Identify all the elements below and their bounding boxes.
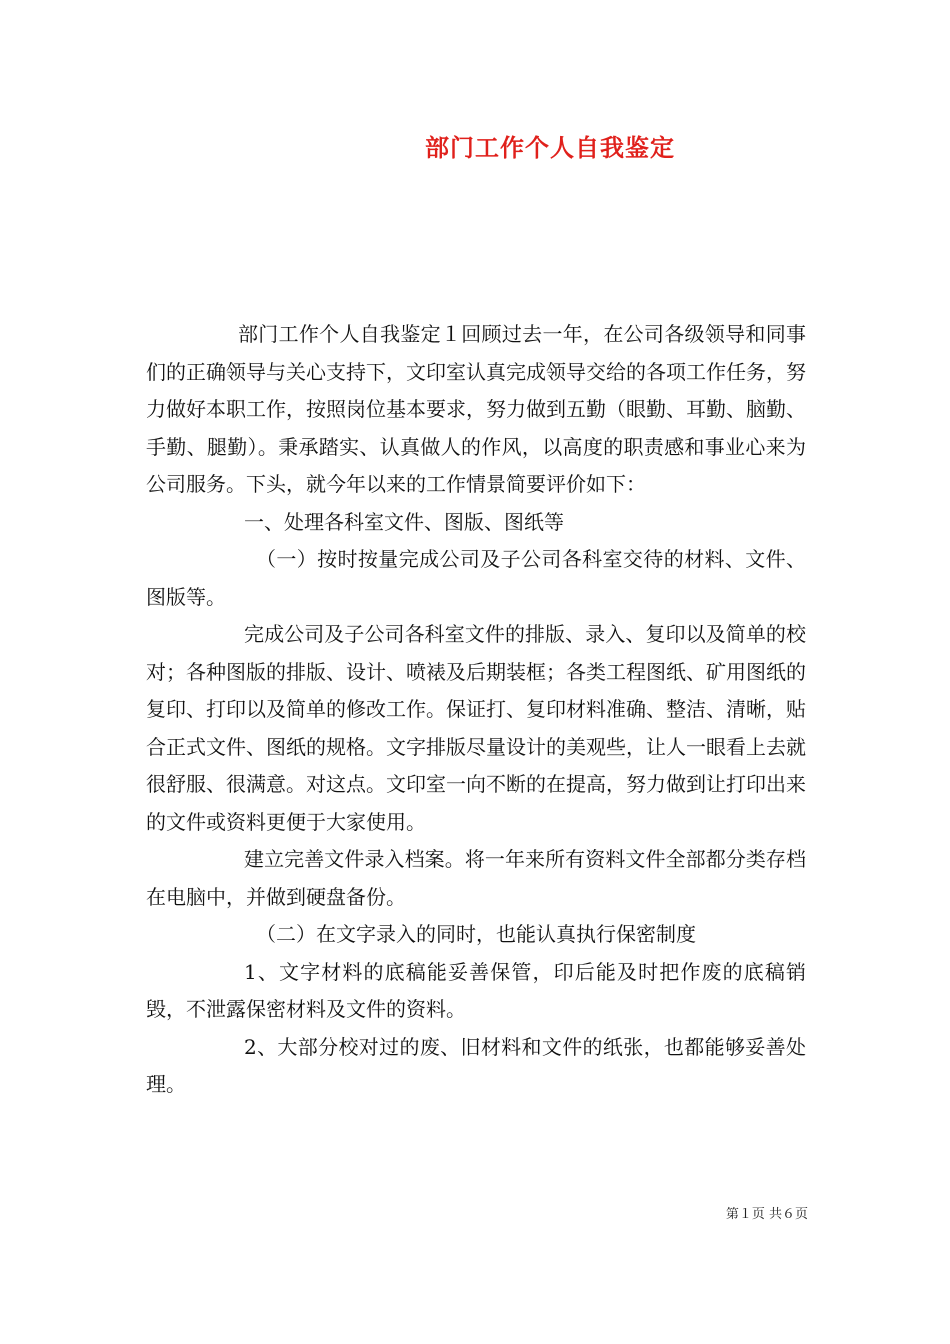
paragraph-archive: 建立完善文件录入档案。将一年来所有资料文件全部都分类存档在电脑中，并做到硬盘备份。 <box>146 847 806 909</box>
page-number: 第１页 共６页 <box>725 1207 808 1222</box>
paragraph-item-1: 1、文字材料的底稿能妥善保管，印后能及时把作废的底稿销毁，不泄露保密材料及文件的资料。 <box>146 959 806 1021</box>
paragraph-section-heading: 一、处理各科室文件、图版、图纸等 <box>244 509 564 534</box>
document-title: 部门工作个人自我鉴定 <box>425 133 675 162</box>
paragraph-subsection-2: （二）在文字录入的同时，也能认真执行保密制度 <box>256 922 696 946</box>
paragraph-work-details: 完成公司及子公司各科室文件的排版、录入、复印以及简单的校对；各种图版的排版、设计、喷裱及后期装框；各类工程图纸、矿用图纸的复印、打印以及简单的修改工作。保证打、复印材料准确、整洁、清晰，贴合正式文件、图纸的规格。文字排版尽量设计的美观些，让人一眼看上去就很舒服、很满意。对这点。文印室一向不断的在提高，努力做到让打印出来的文件或资料更便于大家使用。 <box>146 622 806 834</box>
paragraph-subsection-1: （一）按时按量完成公司及子公司各科室交待的材料、文件、图版等。 <box>146 547 806 609</box>
paragraph-intro: 部门工作个人自我鉴定１回顾过去一年，在公司各级领导和同事们的正确领导与关心支持下，文印室认真完成领导交给的各项工作任务，努力做好本职工作，按照岗位基本要求，努力做到五勤（眼勤、耳勤、脑勤、手勤、腿勤）。秉承踏实、认真做人的作风，以高度的职责感和事业心来为公司服务。下头，就今年以来的工作情景简要评价如下： <box>146 322 806 496</box>
paragraph-item-2: 2、大部分校对过的废、旧材料和文件的纸张，也都能够妥善处理。 <box>146 1034 806 1096</box>
document-body <box>146 316 806 1104</box>
